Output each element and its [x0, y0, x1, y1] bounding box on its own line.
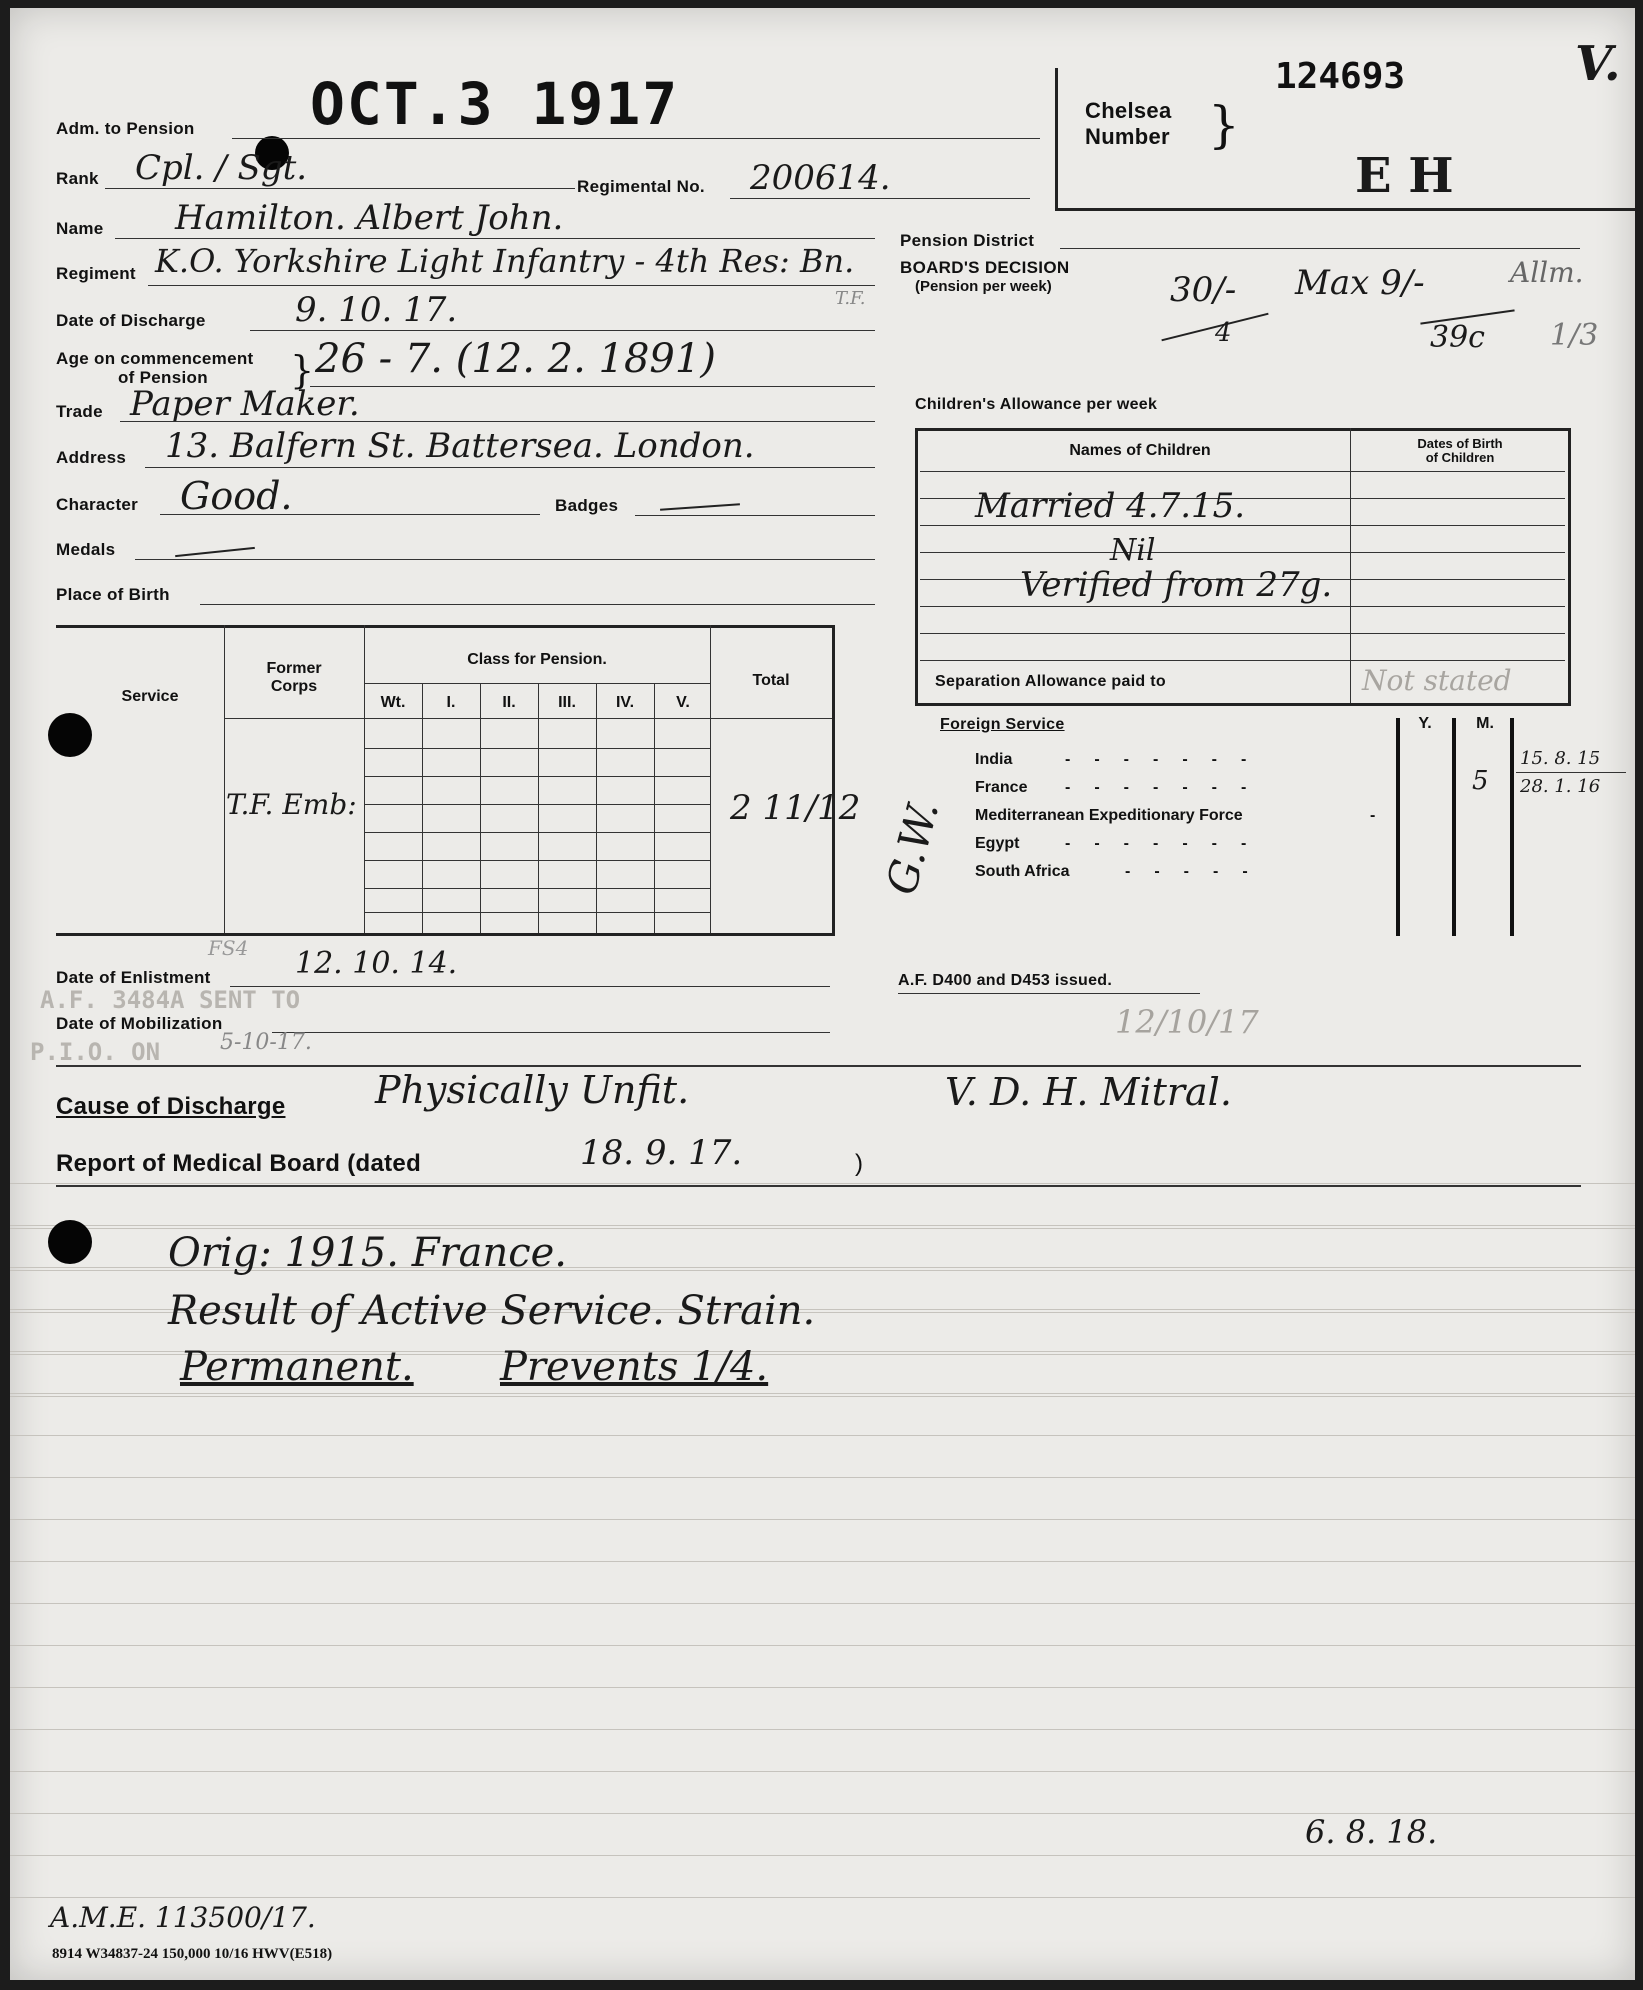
children-names-header: Names of Children	[1069, 442, 1211, 459]
age-brace: }	[290, 348, 315, 392]
foreign-row-egypt: Egypt	[975, 835, 1020, 852]
af-issued-label: A.F. D400 and D453 issued.	[898, 972, 1113, 989]
regimental-no-label: Regimental No.	[577, 177, 705, 196]
board-mark-1: Allm.	[1510, 256, 1584, 289]
enlistment-label: Date of Enlistment	[56, 968, 211, 987]
late-date: 6. 8. 18.	[1305, 1813, 1438, 1851]
discharge-date-value: 9. 10. 17.	[295, 290, 458, 330]
children-entry-married: Married 4.7.15.	[975, 486, 1246, 526]
pension-amount-3: 39c	[1430, 320, 1485, 355]
separation-allowance-value: Not stated	[1362, 664, 1512, 697]
foreign-dashes-france: -------	[1065, 779, 1271, 796]
foreign-rule-1	[1396, 718, 1400, 936]
medals-label: Medals	[56, 540, 116, 559]
regiment-value: K.O. Yorkshire Light Infantry - 4th Res: Bn.	[155, 242, 855, 280]
footer-print-code: 8914 W34837-24 150,000 10/16 HWV(E518)	[52, 1946, 333, 1962]
pension-form	[10, 8, 1635, 1980]
regiment-note: T.F.	[835, 288, 866, 309]
children-dates-header-2: of Children	[1425, 450, 1495, 465]
report-line-3b: Prevents 1/4.	[500, 1344, 769, 1390]
age-label: Age on commencement	[56, 349, 254, 368]
discharge-date-label: Date of Discharge	[56, 311, 206, 330]
mobilization-label: Date of Mobilization	[56, 1014, 223, 1033]
class-col-i: I.	[446, 694, 456, 711]
foreign-rule-3	[1510, 718, 1514, 936]
report-line-2: Result of Active Service. Strain.	[168, 1288, 816, 1334]
pension-amount-1: 30/-	[1170, 270, 1237, 310]
corner-mark: V.	[1575, 36, 1621, 92]
name-value: Hamilton. Albert John.	[175, 198, 564, 238]
total-value: 2 11/12	[730, 788, 861, 828]
medical-board-label: Report of Medical Board (dated	[56, 1150, 422, 1177]
report-line-1: Orig: 1915. France.	[168, 1230, 568, 1276]
medical-board-close: )	[855, 1150, 864, 1177]
france-to: 28. 1. 16	[1520, 776, 1601, 797]
enlistment-mark: FS4	[208, 936, 249, 960]
class-col-ii: II.	[502, 694, 516, 711]
rank-label: Rank	[56, 169, 99, 188]
former-corps-header-2: Corps	[270, 678, 318, 695]
foreign-dash-mef: -	[1370, 807, 1376, 824]
class-col-v: V.	[676, 694, 690, 711]
board-mark-2: 1/3	[1550, 318, 1599, 353]
children-entry-verified: Verified from 27g.	[1020, 565, 1333, 605]
former-corps-header: Former	[266, 660, 322, 677]
medical-board-date: 18. 9. 17.	[580, 1133, 743, 1173]
foreign-service-label: Foreign Service	[940, 716, 1065, 733]
pio-stamp-date: 5-10-17.	[220, 1030, 312, 1055]
cause-of-discharge-value-2: V. D. H. Mitral.	[945, 1070, 1232, 1114]
total-header: Total	[752, 672, 790, 689]
france-from: 15. 8. 15	[1520, 748, 1601, 769]
age-label-2: of Pension	[118, 368, 208, 387]
foreign-rule-2	[1452, 718, 1456, 936]
pio-stamp-1: A.F. 3484A SENT TO	[40, 986, 301, 1014]
chelsea-number: 124693	[1275, 56, 1406, 97]
side-initials: G.W.	[876, 795, 949, 900]
children-entry-nil: Nil	[1110, 533, 1156, 568]
number-label: Number	[1085, 124, 1170, 149]
foreign-row-mef: Mediterranean Expeditionary Force	[975, 807, 1243, 824]
class-col-iii: III.	[558, 694, 576, 711]
character-label: Character	[56, 495, 139, 514]
cause-of-discharge-value: Physically Unfit.	[375, 1068, 690, 1112]
service-header: Service	[121, 688, 179, 705]
af-issued-date: 12/10/17	[1115, 1003, 1259, 1041]
adm-label: Adm. to Pension	[56, 119, 195, 138]
foreign-row-france: France	[975, 779, 1028, 796]
punch-hole-bottom	[48, 1220, 92, 1264]
address-label: Address	[56, 448, 127, 467]
children-dates-header: Dates of Birth	[1417, 436, 1503, 451]
chelsea-brace: }	[1208, 96, 1240, 154]
foreign-dashes-india: -------	[1065, 751, 1271, 768]
badges-dash	[660, 503, 740, 511]
chelsea-mark: E H	[1355, 148, 1454, 204]
medals-dash	[175, 547, 255, 557]
enlistment-value: 12. 10. 14.	[295, 946, 458, 981]
age-value: 26 - 7. (12. 2. 1891)	[315, 336, 716, 382]
character-value: Good.	[180, 474, 293, 518]
separation-allowance-label: Separation Allowance paid to	[935, 673, 1166, 690]
class-for-pension-header: Class for Pension.	[467, 651, 607, 668]
class-col-iv: IV.	[615, 694, 635, 711]
cause-of-discharge-label: Cause of Discharge	[56, 1093, 286, 1120]
foreign-dashes-egypt: -------	[1065, 835, 1271, 852]
regimental-no-value: 200614.	[750, 158, 891, 198]
trade-value: Paper Maker.	[130, 384, 360, 424]
foreign-col-y: Y.	[1418, 715, 1432, 732]
report-line-3a: Permanent.	[180, 1344, 414, 1390]
foreign-row-india: India	[975, 751, 1013, 768]
name-label: Name	[56, 219, 104, 238]
trade-label: Trade	[56, 402, 103, 421]
address-value: 13. Balfern St. Battersea. London.	[165, 426, 755, 466]
foreign-row-south-africa: South Africa	[975, 863, 1070, 880]
childrens-allowance-label: Children's Allowance per week	[915, 396, 1158, 413]
france-months: 5	[1472, 766, 1489, 796]
regiment-label: Regiment	[56, 264, 136, 283]
chelsea-label: Chelsea	[1085, 98, 1172, 123]
birthplace-label: Place of Birth	[56, 585, 170, 604]
boards-decision-label: BOARD'S DECISION	[900, 258, 1070, 277]
pension-amount-1-sub: 4	[1215, 318, 1232, 348]
foreign-dashes-sa: -----	[1125, 863, 1272, 880]
footer-reference: A.M.E. 113500/17.	[50, 1901, 316, 1934]
pension-district-label: Pension District	[900, 231, 1035, 250]
badges-label: Badges	[555, 496, 619, 515]
foreign-col-m: M.	[1476, 715, 1494, 732]
former-corps-entry: T.F. Emb:	[226, 788, 357, 821]
pension-amount-2: Max 9/-	[1295, 263, 1425, 303]
rank-value: Cpl. / Sgt.	[135, 148, 308, 188]
adm-date-stamp: OCT.3 1917	[310, 70, 680, 138]
boards-decision-sub: (Pension per week)	[915, 278, 1052, 295]
class-col-wt: Wt.	[380, 694, 406, 711]
pio-stamp-2: P.I.O. ON	[30, 1038, 161, 1066]
